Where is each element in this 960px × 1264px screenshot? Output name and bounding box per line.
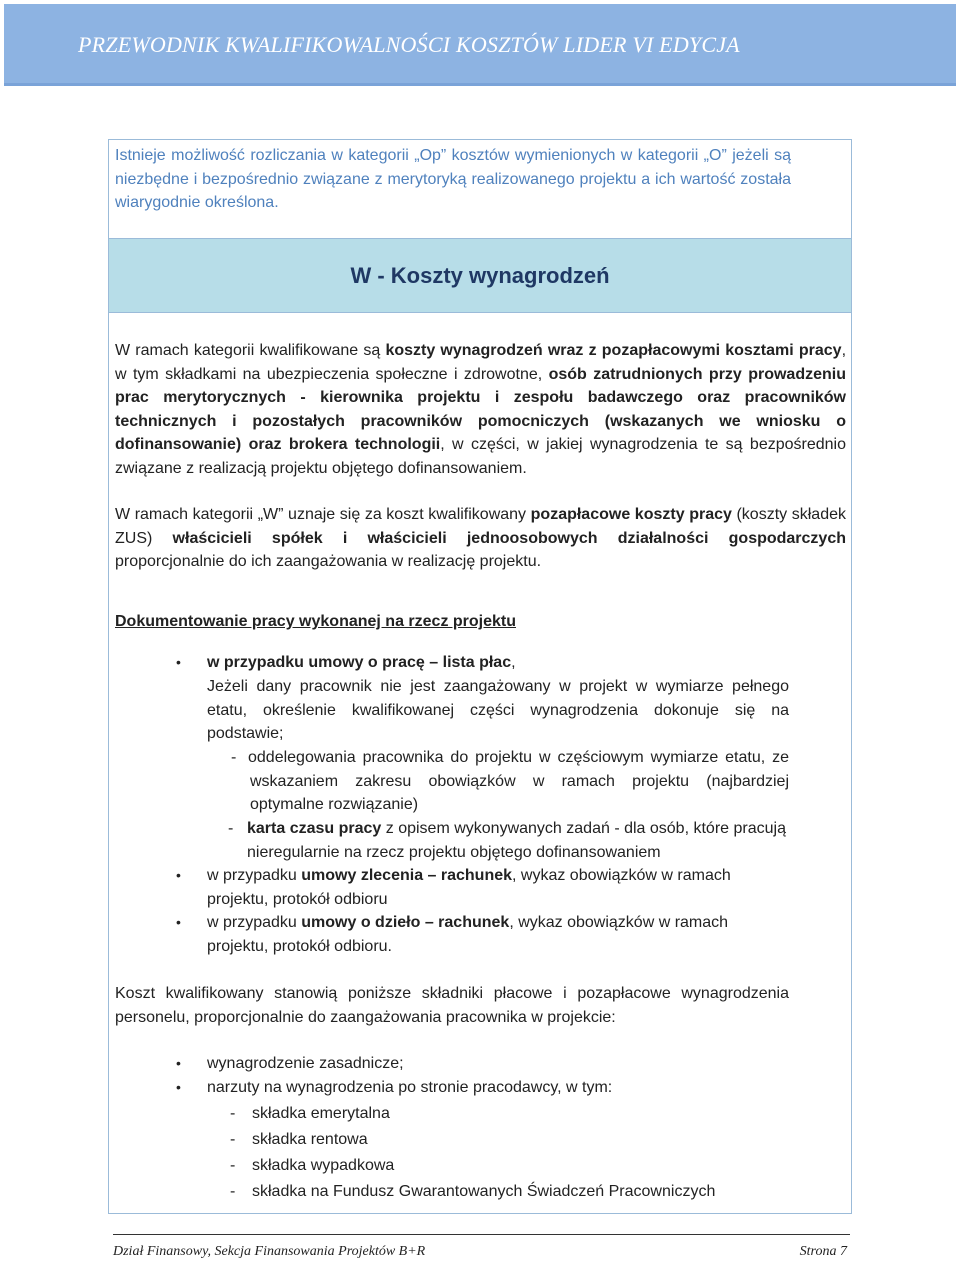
p2-part3: proporcjonalnie do ich zaangażowania w realizację projektu. <box>115 553 542 570</box>
p1-part3: , w części, w jakiej wynagrodzenia te są bezpośrednio związane z realizacją projektu objętego dofinansowaniem. <box>115 436 847 477</box>
header-title: PRZEWODNIK KWALIFIKOWALNOŚCI KOSZTÓW LIDER VI EDYCJA <box>78 32 740 57</box>
bullet3-bold: umowy o dzieło – rachunek <box>301 914 510 931</box>
bullet1-tail: , <box>511 654 516 671</box>
page-header <box>4 4 956 86</box>
section-title: W - Koszty wynagrodzeń <box>350 263 610 288</box>
footer-divider <box>113 1234 850 1235</box>
bullet1-body: Jeżeli dany pracownik nie jest zaangażowany w projekt w wymiarze pełnego etatu, określenie kwalifikowanej części wynagrodzenia dokonuje się na podstawie; <box>207 678 789 742</box>
bullet-icon: • <box>176 867 181 883</box>
sublist-item: składka rentowa <box>252 1131 368 1148</box>
bullet-employment-contract <box>207 651 789 675</box>
p1-bold2: osób zatrudnionych przy prowadzeniu prac merytorycznych - kierownika projektu i zespołu badawczego oraz pracowników technicznych i pozostałych pracowników pomocniczych (wskazanych we wniosku o dofinansowanie) oraz brokera technologii <box>115 365 846 453</box>
section-title-band <box>108 238 852 313</box>
sublist-item: składka na Fundusz Gwarantowanych Świadczeń Pracowniczych <box>252 1183 716 1200</box>
paragraph-cost-components: Koszt kwalifikowany stanowią poniższe składniki płacowe i pozapłacowe wynagrodzenia personelu, proporcjonalnie do zaangażowania pracownika w projekcie: <box>115 985 789 1026</box>
p2-part2: (koszty składek ZUS) <box>115 506 846 547</box>
footer-department: Dział Finansowy, Sekcja Finansowania Projektów B+R <box>113 1244 426 1259</box>
list-item-base-salary: wynagrodzenie zasadnicze; <box>207 1055 404 1072</box>
bullet2-rest: , wykaz obowiązków w ramach projektu, protokół odbioru <box>207 867 731 908</box>
documentation-heading: Dokumentowanie pracy wykonanej na rzecz projektu <box>115 613 516 630</box>
p2-part1: W ramach kategorii „W” uznaje się za koszt kwalifikowany <box>115 506 531 523</box>
dash2-rest: z opisem wykonywanych zadań - dla osób, które pracują nieregularnie na rzecz projektu objętego dofinansowaniem <box>247 820 786 861</box>
dash-item-secondment: oddelegowania pracownika do projektu w częściowym wymiarze etatu, ze wskazaniem zakresu obowiązków w ramach projektu (najbardziej optymalne rozwiązanie) <box>248 749 789 813</box>
dash-marker: - <box>230 1105 236 1122</box>
sublist-item: składka emerytalna <box>252 1105 390 1122</box>
bullet3-pre: w przypadku <box>207 914 302 931</box>
bullet3-rest: , wykaz obowiązków w ramach projektu, protokół odbioru. <box>207 914 729 955</box>
bullet-icon: • <box>176 1055 181 1071</box>
bullet2-pre: w przypadku <box>207 867 302 884</box>
dash-item-timesheet <box>247 817 792 864</box>
p2-bold2: właścicieli spółek i właścicieli jednoosobowych działalności gospodarczych <box>172 529 846 547</box>
bullet2-bold: umowy zlecenia – rachunek <box>301 867 513 884</box>
list-item-surcharges: narzuty na wynagrodzenia po stronie pracodawcy, w tym: <box>207 1079 613 1096</box>
p2-bold1: pozapłacowe koszty pracy <box>530 506 732 523</box>
footer-page-number: Strona 7 <box>799 1244 847 1259</box>
dash2-bold: karta czasu pracy <box>247 820 382 837</box>
bullet-icon: • <box>176 654 181 670</box>
bullet-mandate-contract <box>207 864 789 911</box>
p1-part1: W ramach kategorii kwalifikowane są <box>115 342 386 359</box>
p1-bold1: koszty wynagrodzeń wraz z pozapłacowymi kosztami pracy <box>385 342 842 359</box>
bullet-work-contract <box>207 911 789 958</box>
bullet-icon: • <box>176 914 181 930</box>
paragraph-owners <box>115 503 846 574</box>
intro-box <box>108 139 852 239</box>
dash-marker: - <box>230 1131 236 1148</box>
p1-part2: , w tym składkami na ubezpieczenia społeczne i zdrowotne, <box>115 342 847 383</box>
dash-marker: - <box>228 820 234 837</box>
intro-text: Istnieje możliwość rozliczania w kategorii „Op” kosztów wymienionych w kategorii „O” jeżeli są niezbędne i bezpośrednio związane z merytoryką realizowanego projektu a ich wartość została wiarygodnie określona. <box>115 147 791 211</box>
paragraph-scope <box>115 339 846 480</box>
dash-marker: - <box>230 1183 236 1200</box>
bullet1-bold: w przypadku umowy o pracę – lista płac <box>207 654 512 671</box>
bullet-icon: • <box>176 1079 181 1095</box>
dash-marker: - <box>231 749 237 766</box>
sublist-item: składka wypadkowa <box>252 1157 395 1174</box>
dash-marker: - <box>230 1157 236 1174</box>
